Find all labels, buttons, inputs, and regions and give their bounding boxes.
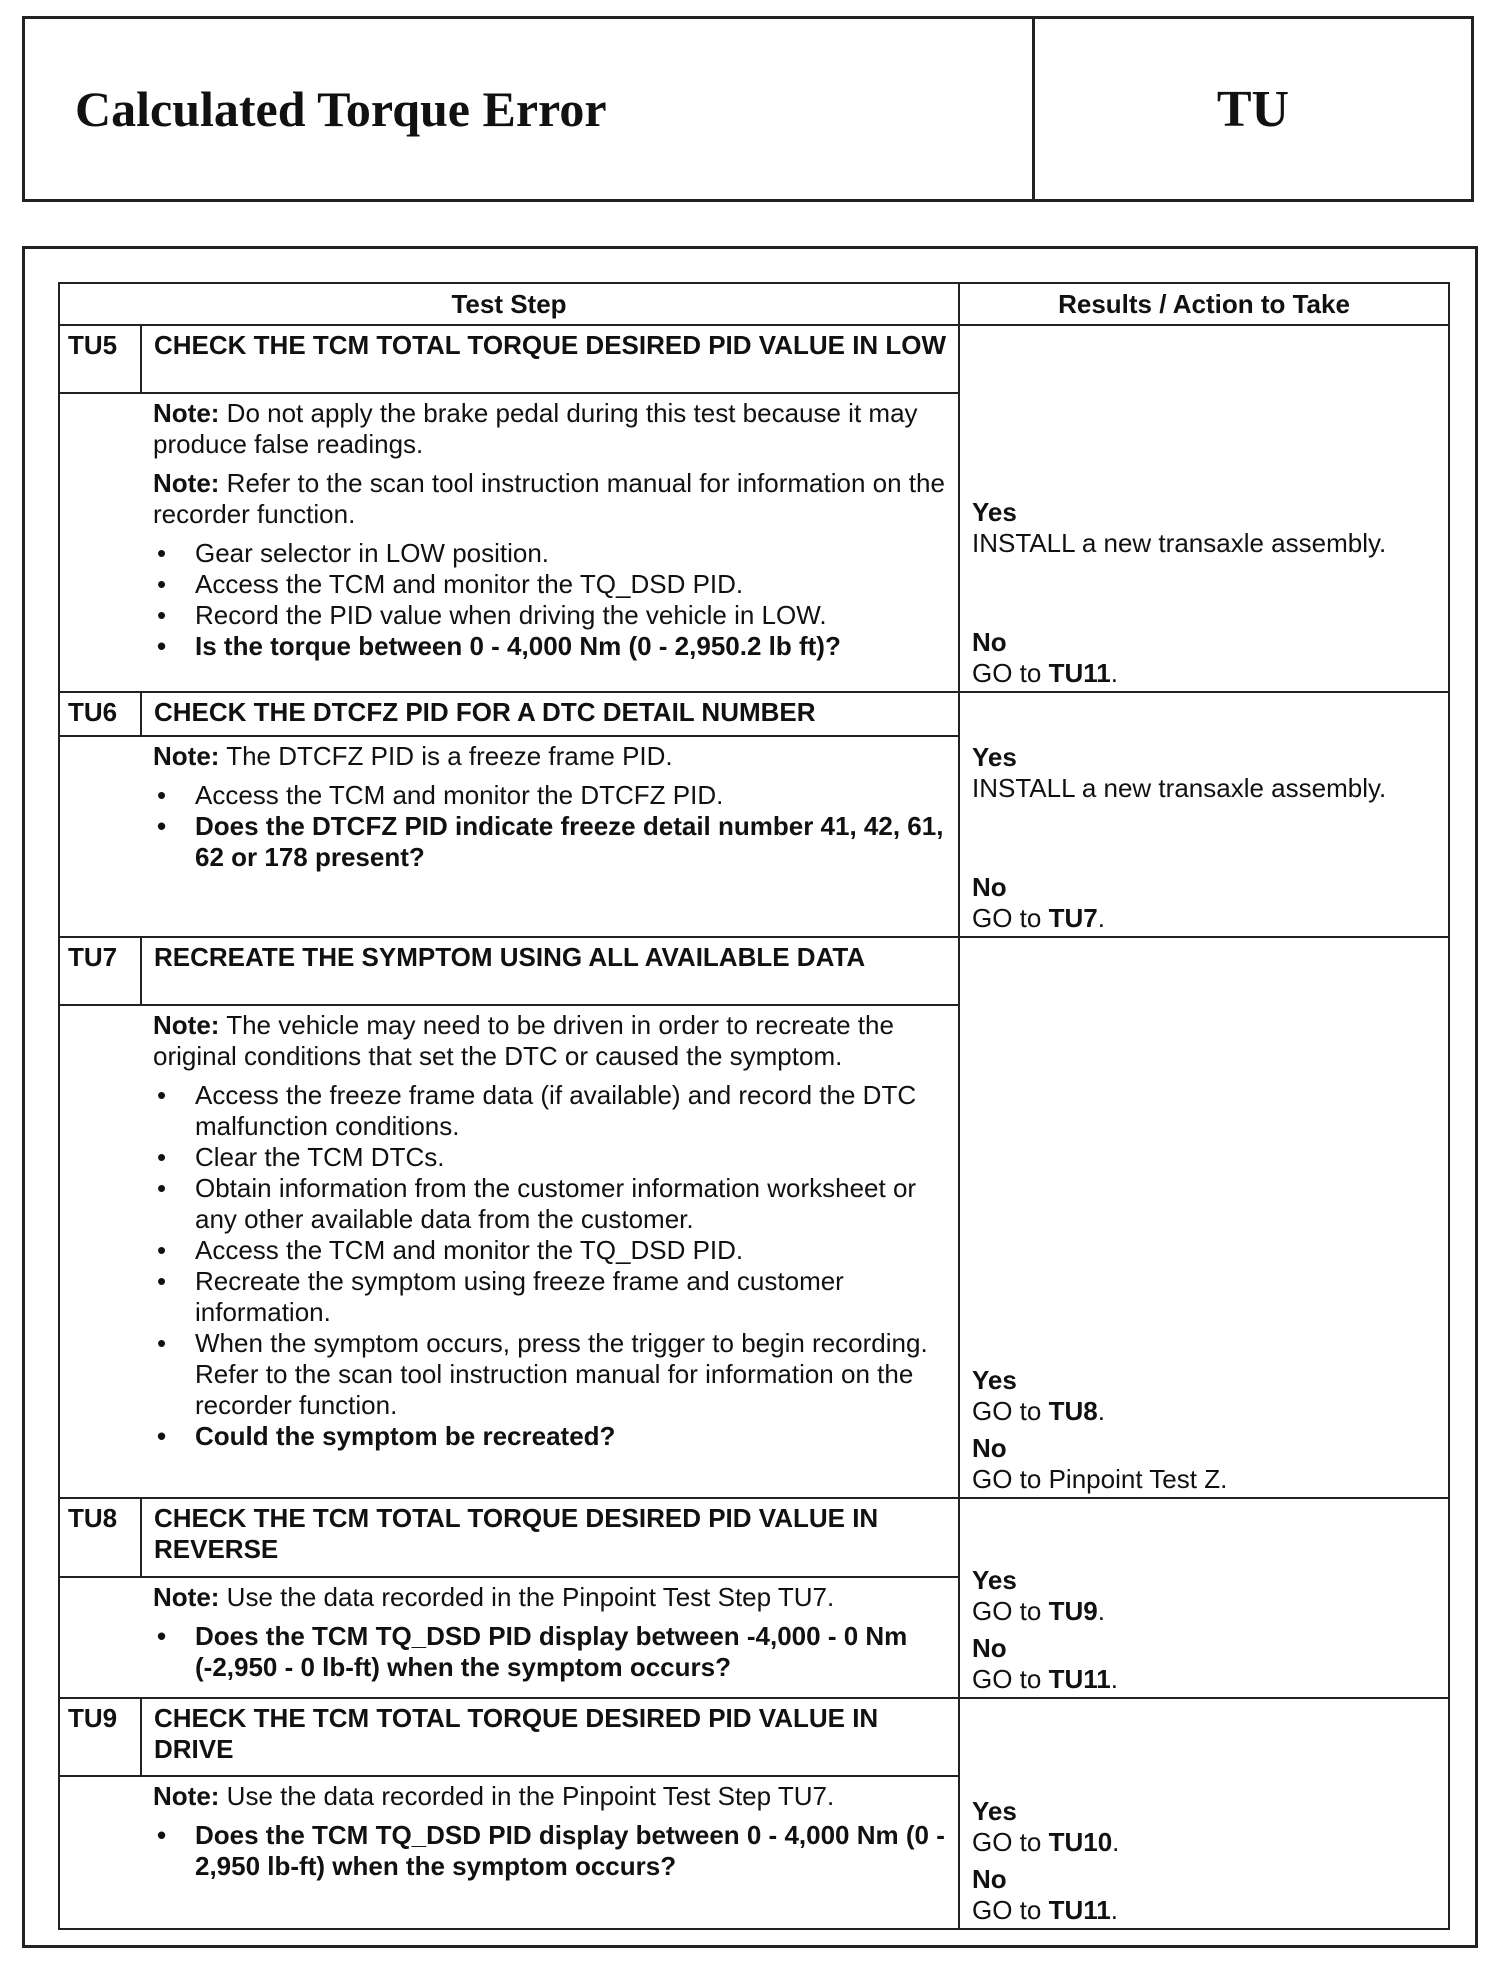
goto-link[interactable]: TU11 [1048,657,1111,688]
goto-link[interactable]: TU11 [1048,1663,1111,1694]
action-text: INSTALL a new transaxle assembly. [972,773,1387,804]
step-results [959,1498,1449,1698]
step-note [153,1582,948,1613]
step-title-row [59,1498,1449,1577]
action-end: . [1110,1895,1118,1925]
action-end: . [1097,1395,1105,1426]
result-yes [972,497,1438,559]
header [22,16,1474,202]
note-text: The DTCFZ PID is a freeze frame PID. [226,741,673,772]
action-end: . [1112,1827,1120,1857]
note-label: Note: [153,1581,220,1612]
result-no-action [972,903,1438,934]
result-no [972,1633,1438,1695]
result-no-action [972,658,1438,689]
step-note [153,1781,948,1812]
result-yes-action [972,1596,1438,1627]
step-question: • Is the torque between 0 - 4,000 Nm (0 - 2,950.2 lb ft)? [153,631,948,662]
list-item: • Access the TCM and monitor the DTCFZ PID. [153,780,948,811]
action-text: GO to [972,1395,1049,1426]
step-note [153,398,948,460]
result-no-action [972,1895,1438,1926]
result-yes [972,742,1438,804]
step-results [959,1698,1449,1929]
result-no [972,872,1438,934]
step-bullets [153,1080,948,1452]
col-header-results: Results / Action to Take [959,283,1449,325]
list-item: • When the symptom occurs, press the trigger to begin recording. Refer to the scan tool instruction manual for information on the recorder function. [153,1328,948,1421]
note-label: Note: [153,397,220,428]
step-title-row [59,937,1449,1005]
step-title-row [59,325,1449,393]
step-bullets [153,1820,948,1882]
note-label: Note: [153,1009,220,1040]
step-results [959,937,1449,1498]
result-yes [972,1796,1438,1858]
note-text: Use the data recorded in the Pinpoint Test Step TU7. [226,1581,835,1612]
goto-link[interactable]: TU11 [1048,1895,1111,1925]
action-text: INSTALL a new transaxle assembly. [972,527,1387,558]
step-title: CHECK THE TCM TOTAL TORQUE DESIRED PID VALUE IN LOW [141,325,959,393]
step-bullets [153,538,948,662]
step-id: TU8 [59,1498,141,1577]
step-question: • Does the TCM TQ_DSD PID display between 0 - 4,000 Nm (0 - 2,950 lb-ft) when the symptom occurs? [153,1820,948,1882]
note-label: Note: [153,1781,220,1812]
result-no-action [972,1664,1438,1695]
step-id-blank [59,393,141,692]
list-item: • Recreate the symptom using freeze frame and customer information. [153,1266,948,1328]
result-no [972,1864,1438,1926]
result-no-action [972,1464,1438,1495]
step-results [959,692,1449,938]
list-item: • Gear selector in LOW position. [153,538,948,569]
step-title: RECREATE THE SYMPTOM USING ALL AVAILABLE DATA [141,937,959,1005]
result-yes-label: Yes [972,1796,1017,1826]
goto-link[interactable]: TU7 [1048,903,1098,934]
list-item: • Access the TCM and monitor the TQ_DSD PID. [153,569,948,600]
action-text: GO to [972,657,1049,688]
result-yes [972,1365,1438,1427]
action-text: GO to Pinpoint Test Z. [972,1463,1228,1494]
result-yes-label: Yes [972,1564,1017,1595]
test-table-frame [22,246,1478,1948]
test-steps-table [58,282,1450,1930]
step-body [141,1005,959,1498]
action-text: GO to [972,1827,1049,1857]
result-yes-action [972,773,1438,804]
step-id: TU7 [59,937,141,1005]
step-id-blank [59,1776,141,1929]
result-yes [972,1565,1438,1627]
list-item: • Access the TCM and monitor the TQ_DSD PID. [153,1235,948,1266]
step-id: TU6 [59,692,141,737]
result-no-label: No [972,626,1007,657]
step-note [153,741,948,772]
list-item: • Access the freeze frame data (if available) and record the DTC malfunction conditions. [153,1080,948,1142]
action-text: GO to [972,903,1049,934]
list-item: • Clear the TCM DTCs. [153,1142,948,1173]
note-text: The vehicle may need to be driven in order to recreate the original conditions that set the DTC or caused the symptom. [153,1009,894,1071]
action-end: . [1097,1595,1105,1626]
result-no-label: No [972,1432,1007,1463]
test-code: TU [1216,80,1290,138]
step-body [141,1577,959,1698]
action-text: GO to [972,1895,1049,1925]
result-yes-action [972,1396,1438,1427]
note-label: Note: [153,467,220,498]
note-label: Note: [153,741,220,772]
action-end: . [1110,657,1118,688]
step-title: CHECK THE TCM TOTAL TORQUE DESIRED PID VALUE IN DRIVE [141,1698,959,1777]
step-title: CHECK THE TCM TOTAL TORQUE DESIRED PID VALUE IN REVERSE [141,1498,959,1577]
result-no-label: No [972,872,1007,903]
step-id: TU9 [59,1698,141,1777]
action-text: GO to [972,1595,1049,1626]
action-end: . [1110,1663,1118,1694]
step-title-row [59,1698,1449,1777]
step-results [959,325,1449,692]
result-yes-action [972,528,1438,559]
step-id-blank [59,736,141,937]
step-bullets [153,780,948,873]
result-yes-label: Yes [972,742,1017,773]
goto-link[interactable]: TU9 [1048,1595,1098,1626]
step-bullets [153,1621,948,1683]
step-id-blank [59,1005,141,1498]
result-yes-label: Yes [972,496,1017,527]
list-item: • Record the PID value when driving the vehicle in LOW. [153,600,948,631]
result-no [972,627,1438,689]
step-id-blank [59,1577,141,1698]
step-question: • Does the TCM TQ_DSD PID display between -4,000 - 0 Nm (-2,950 - 0 lb-ft) when the symptom occurs? [153,1621,948,1683]
step-title: CHECK THE DTCFZ PID FOR A DTC DETAIL NUMBER [141,692,959,737]
step-body [141,736,959,937]
step-question: • Does the DTCFZ PID indicate freeze detail number 41, 42, 61, 62 or 178 present? [153,811,948,873]
note-text: Do not apply the brake pedal during this test because it may produce false readings. [153,397,918,459]
result-no [972,1433,1438,1495]
result-no-label: No [972,1632,1007,1663]
page-title: Calculated Torque Error [25,19,1035,199]
step-id: TU5 [59,325,141,393]
step-question: • Could the symptom be recreated? [153,1421,948,1452]
note-text: Refer to the scan tool instruction manual for information on the recorder function. [153,467,945,529]
list-item: • Obtain information from the customer information worksheet or any other available data from the customer. [153,1173,948,1235]
col-header-test-step: Test Step [59,283,959,325]
step-title-row [59,692,1449,737]
result-yes-label: Yes [972,1364,1017,1395]
result-no-label: No [972,1864,1007,1894]
goto-link[interactable]: TU8 [1048,1395,1098,1426]
table-header-row [59,283,1449,325]
result-yes-action [972,1827,1438,1858]
action-end: . [1097,903,1105,934]
note-text: Use the data recorded in the Pinpoint Test Step TU7. [226,1781,835,1812]
goto-link[interactable]: TU10 [1048,1827,1113,1857]
step-note [153,468,948,530]
step-body [141,1776,959,1929]
step-body [141,393,959,692]
action-text: GO to [972,1663,1049,1694]
step-note [153,1010,948,1072]
